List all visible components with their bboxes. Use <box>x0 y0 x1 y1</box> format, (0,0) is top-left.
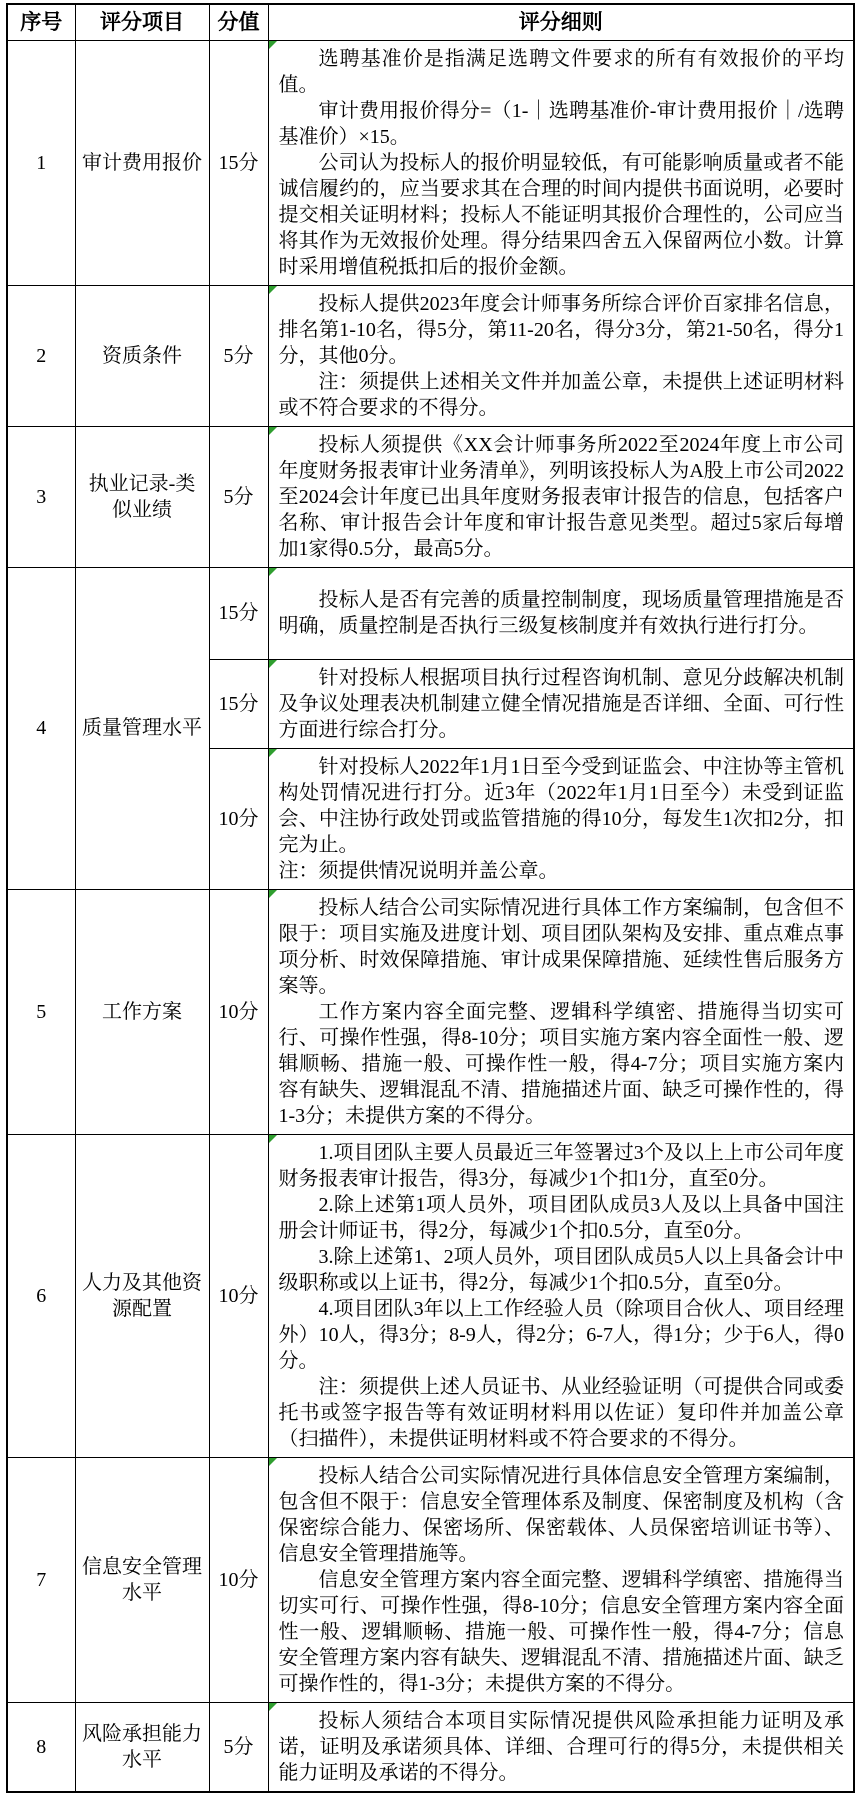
table-row <box>7 1457 854 1702</box>
cell-flag-triangle-icon <box>269 749 277 757</box>
row-4-sub-1-detail <box>268 567 854 659</box>
row-7-item: 信息安全管理水平 <box>75 1457 209 1702</box>
cell-flag-triangle-icon <box>269 568 277 576</box>
table-row <box>7 889 854 1134</box>
cell-flag-triangle-icon <box>269 1458 277 1466</box>
cell-flag-triangle-icon <box>269 286 277 294</box>
cell-flag-triangle-icon <box>269 427 277 435</box>
row-6-score: 10分 <box>209 1134 268 1457</box>
table-row <box>7 40 854 285</box>
header-cell-score: 分值 <box>209 4 268 40</box>
row-3-score: 5分 <box>209 426 268 567</box>
row-5-detail <box>268 889 854 1134</box>
detail-paragraph: 2.除上述第1项人员外，项目团队成员3人及以上具备中国注册会计师证书，得2分，每减少1个扣0.5分，直至0分。 <box>278 1193 844 1242</box>
detail-paragraph: 1.项目团队主要人员最近三年签署过3个及以上上市公司年度财务报表审计报告，得3分，每减少1个扣1分，直至0分。 <box>278 1141 844 1190</box>
table-row <box>7 285 854 426</box>
detail-paragraph: 投标人须结合本项目实际情况提供风险承担能力证明及承诺，证明及承诺须具体、详细、合理可行的得5分，未提供相关能力证明及承诺的不得分。 <box>278 1709 844 1784</box>
table-row <box>7 426 854 567</box>
row-4-item: 质量管理水平 <box>75 567 209 889</box>
row-4-sub-3-score: 10分 <box>209 748 268 889</box>
detail-paragraph: 选聘基准价是指满足选聘文件要求的所有有效报价的平均值。 <box>278 47 844 96</box>
row-8-no: 8 <box>7 1702 75 1792</box>
detail-paragraph: 针对投标人2022年1月1日至今受到证监会、中注协等主管机构处罚情况进行打分。近3年（2022年1月1日至今）未受到证监会、中注协行政处罚或监管措施的得10分，每发生1次扣2分，扣完为止。 <box>278 755 844 856</box>
row-8-detail <box>268 1702 854 1792</box>
detail-paragraph: 投标人须提供《XX会计师事务所2022至2024年度上市公司年度财务报表审计业务清单》，列明该投标人为A股上市公司2022至2024会计年度已出具年度财务报表审计报告的信息，包括客户名称、审计报告会计年度和审计报告意见类型。超过5家后每增加1家得0.5分，最高5分。 <box>278 433 844 560</box>
row-3-item: 执业记录-类似业绩 <box>75 426 209 567</box>
row-2-score: 5分 <box>209 285 268 426</box>
row-2-item: 资质条件 <box>75 285 209 426</box>
detail-paragraph: 注：须提供上述相关文件并加盖公章，未提供上述证明材料或不符合要求的不得分。 <box>278 370 844 419</box>
detail-paragraph: 3.除上述第1、2项人员外，项目团队成员5人以上具备会计中级职称或以上证书，得2分，每减少1个扣0.5分，直至0分。 <box>278 1245 844 1294</box>
row-2-detail <box>268 285 854 426</box>
detail-paragraph: 审计费用报价得分=（1-｜选聘基准价-审计费用报价｜/选聘基准价）×15。 <box>278 99 844 148</box>
row-3-detail <box>268 426 854 567</box>
row-6-item: 人力及其他资源配置 <box>75 1134 209 1457</box>
detail-paragraph: 针对投标人根据项目执行过程咨询机制、意见分歧解决机制及争议处理表决机制建立健全情况措施是否详细、全面、可行性方面进行综合打分。 <box>278 666 844 741</box>
detail-paragraph: 工作方案内容全面完整、逻辑科学缜密、措施得当切实可行、可操作性强，得8-10分；项目实施方案内容全面性一般、逻辑顺畅、措施一般、可操作性一般，得4-7分；项目实施方案内容有缺失、逻辑混乱不清、措施描述片面、缺乏可操作性的，得1-3分；未提供方案的不得分。 <box>278 1000 844 1127</box>
detail-paragraph: 投标人结合公司实际情况进行具体信息安全管理方案编制，包含但不限于：信息安全管理体系及制度、保密制度及机构（含保密综合能力、保密场所、保密载体、人员保密培训证书等）、信息安全管理措施等。 <box>278 1464 844 1565</box>
row-3-no: 3 <box>7 426 75 567</box>
detail-paragraph: 投标人是否有完善的质量控制制度，现场质量管理措施是否明确，质量控制是否执行三级复核制度并有效执行进行打分。 <box>278 589 844 637</box>
detail-paragraph: 公司认为投标人的报价明显较低，有可能影响质量或者不能诚信履约的，应当要求其在合理的时间内提供书面说明，必要时提交相关证明材料；投标人不能证明其报价合理性的，公司应当将其作为无效报价处理。得分结果四舍五入保留两位小数。计算时采用增值税抵扣后的报价金额。 <box>278 151 844 278</box>
row-4-sub-3-detail <box>268 748 854 889</box>
row-5-no: 5 <box>7 889 75 1134</box>
cell-flag-triangle-icon <box>269 1135 277 1143</box>
cell-flag-triangle-icon <box>269 1703 277 1711</box>
cell-flag-triangle-icon <box>269 41 277 49</box>
row-5-item: 工作方案 <box>75 889 209 1134</box>
cell-flag-triangle-icon <box>269 890 277 898</box>
row-4-sub-2-detail <box>268 659 854 748</box>
row-1-item: 审计费用报价 <box>75 40 209 285</box>
row-5-score: 10分 <box>209 889 268 1134</box>
table-header-row <box>7 4 854 40</box>
row-1-detail <box>268 40 854 285</box>
detail-paragraph: 投标人结合公司实际情况进行具体工作方案编制，包含但不限于：项目实施及进度计划、项目团队架构及安排、重点难点事项分析、时效保障措施、审计成果保障措施、延续性售后服务方案等。 <box>278 896 844 997</box>
row-1-no: 1 <box>7 40 75 285</box>
row-7-no: 7 <box>7 1457 75 1702</box>
row-4-no: 4 <box>7 567 75 889</box>
detail-paragraph: 投标人提供2023年度会计师事务所综合评价百家排名信息，排名第1-10名，得5分，第11-20名，得分3分，第21-50名，得分1分，其他0分。 <box>278 292 844 367</box>
table-row <box>7 1134 854 1457</box>
row-7-detail <box>268 1457 854 1702</box>
detail-paragraph: 注：须提供情况说明并盖公章。 <box>278 859 559 882</box>
detail-paragraph: 4.项目团队3年以上工作经验人员（除项目合伙人、项目经理外）10人，得3分；8-9人，得2分；6-7人，得1分；少于6人，得0分。 <box>278 1297 844 1372</box>
header-cell-detail: 评分细则 <box>268 4 854 40</box>
row-8-score: 5分 <box>209 1702 268 1792</box>
header-cell-item: 评分项目 <box>75 4 209 40</box>
detail-paragraph: 信息安全管理方案内容全面完整、逻辑科学缜密、措施得当切实可行、可操作性强，得8-10分；信息安全管理方案内容全面性一般、逻辑顺畅、措施一般、可操作性一般，得4-7分；信息安全管理方案内容有缺失、逻辑混乱不清、措施描述片面、缺乏可操作性的，得1-3分；未提供方案的不得分。 <box>278 1568 844 1695</box>
table-row <box>7 567 854 659</box>
row-2-no: 2 <box>7 285 75 426</box>
row-8-item: 风险承担能力水平 <box>75 1702 209 1792</box>
cell-flag-triangle-icon <box>269 660 277 668</box>
row-7-score: 10分 <box>209 1457 268 1702</box>
row-4-sub-1-score: 15分 <box>209 567 268 659</box>
row-4-sub-2-score: 15分 <box>209 659 268 748</box>
detail-paragraph: 注：须提供上述人员证书、从业经验证明（可提供合同或委托书或签字报告等有效证明材料用以佐证）复印件并加盖公章（扫描件），未提供证明材料或不符合要求的不得分。 <box>278 1375 844 1450</box>
row-6-detail <box>268 1134 854 1457</box>
row-1-score: 15分 <box>209 40 268 285</box>
row-6-no: 6 <box>7 1134 75 1457</box>
table-row <box>7 1702 854 1792</box>
header-cell-no: 序号 <box>7 4 75 40</box>
scoring-table <box>6 3 855 1793</box>
